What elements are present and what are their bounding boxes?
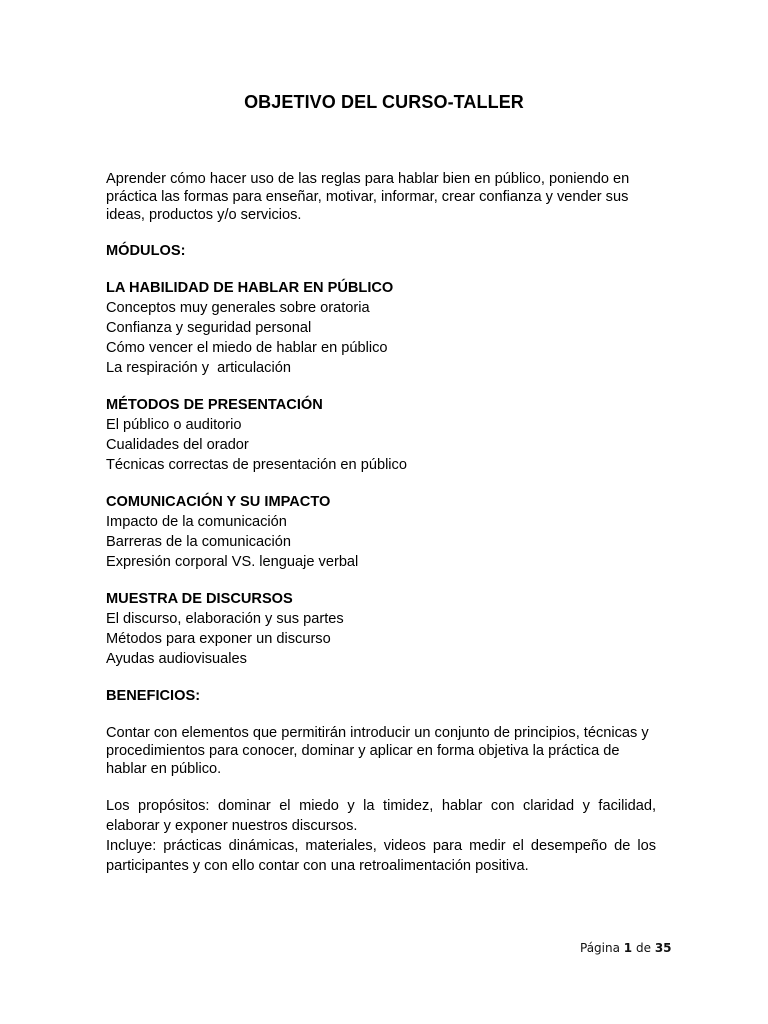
- modules-heading: MÓDULOS:: [106, 243, 186, 259]
- page-title: OBJETIVO DEL CURSO-TALLER: [244, 92, 524, 112]
- list-item: El público o auditorio: [106, 417, 242, 433]
- list-item: Confianza y seguridad personal: [106, 320, 312, 336]
- list-item: La respiración y articulación: [106, 360, 291, 376]
- page-number-footer: [580, 941, 672, 955]
- document-body: [106, 170, 656, 876]
- list-item: Métodos para exponer un discurso: [106, 631, 331, 647]
- benefits-heading: BENEFICIOS:: [106, 688, 201, 704]
- list-item: Expresión corporal VS. lenguaje verbal: [106, 554, 359, 570]
- module-section: [106, 279, 656, 378]
- list-item: Barreras de la comunicación: [106, 534, 291, 550]
- includes-paragraph: Incluye: prácticas dinámicas, materiales, videos para medir el desempeño de los participantes y con ello contar con una retroalimentación positiva.: [106, 838, 656, 874]
- intro-paragraph: Aprender cómo hacer uso de las reglas para hablar bien en público, poniendo en práctica las formas para enseñar, motivar, informar, crear confianza y vender sus ideas, productos y/o servicios.: [106, 171, 630, 223]
- list-item: Conceptos muy generales sobre oratoria: [106, 300, 370, 316]
- list-item: Impacto de la comunicación: [106, 514, 287, 530]
- list-item: Cómo vencer el miedo de hablar en público: [106, 340, 388, 356]
- total-pages-number: 35: [654, 941, 672, 955]
- module-section: [106, 493, 656, 572]
- section-heading: MÉTODOS DE PRESENTACIÓN: [106, 397, 323, 413]
- current-page-number: 1: [623, 941, 633, 955]
- purposes-paragraph: Los propósitos: dominar el miedo y la timidez, hablar con claridad y facilidad, elaborar y exponer nuestros discursos.: [106, 798, 656, 834]
- page-label: Página: [580, 941, 620, 955]
- module-section: [106, 396, 656, 475]
- list-item: Cualidades del orador: [106, 437, 249, 453]
- module-section: [106, 590, 656, 669]
- section-heading: MUESTRA DE DISCURSOS: [106, 591, 293, 607]
- list-item: El discurso, elaboración y sus partes: [106, 611, 344, 627]
- benefits-paragraph: Contar con elementos que permitirán introducir un conjunto de principios, técnicas y procedimientos para conocer, dominar y aplicar en forma objetiva la práctica de hablar en público.: [106, 725, 649, 777]
- list-item: Ayudas audiovisuales: [106, 651, 247, 667]
- of-label: de: [635, 941, 651, 955]
- section-heading: COMUNICACIÓN Y SU IMPACTO: [106, 494, 331, 510]
- list-item: Técnicas correctas de presentación en público: [106, 457, 407, 473]
- section-heading: LA HABILIDAD DE HABLAR EN PÚBLICO: [106, 280, 394, 296]
